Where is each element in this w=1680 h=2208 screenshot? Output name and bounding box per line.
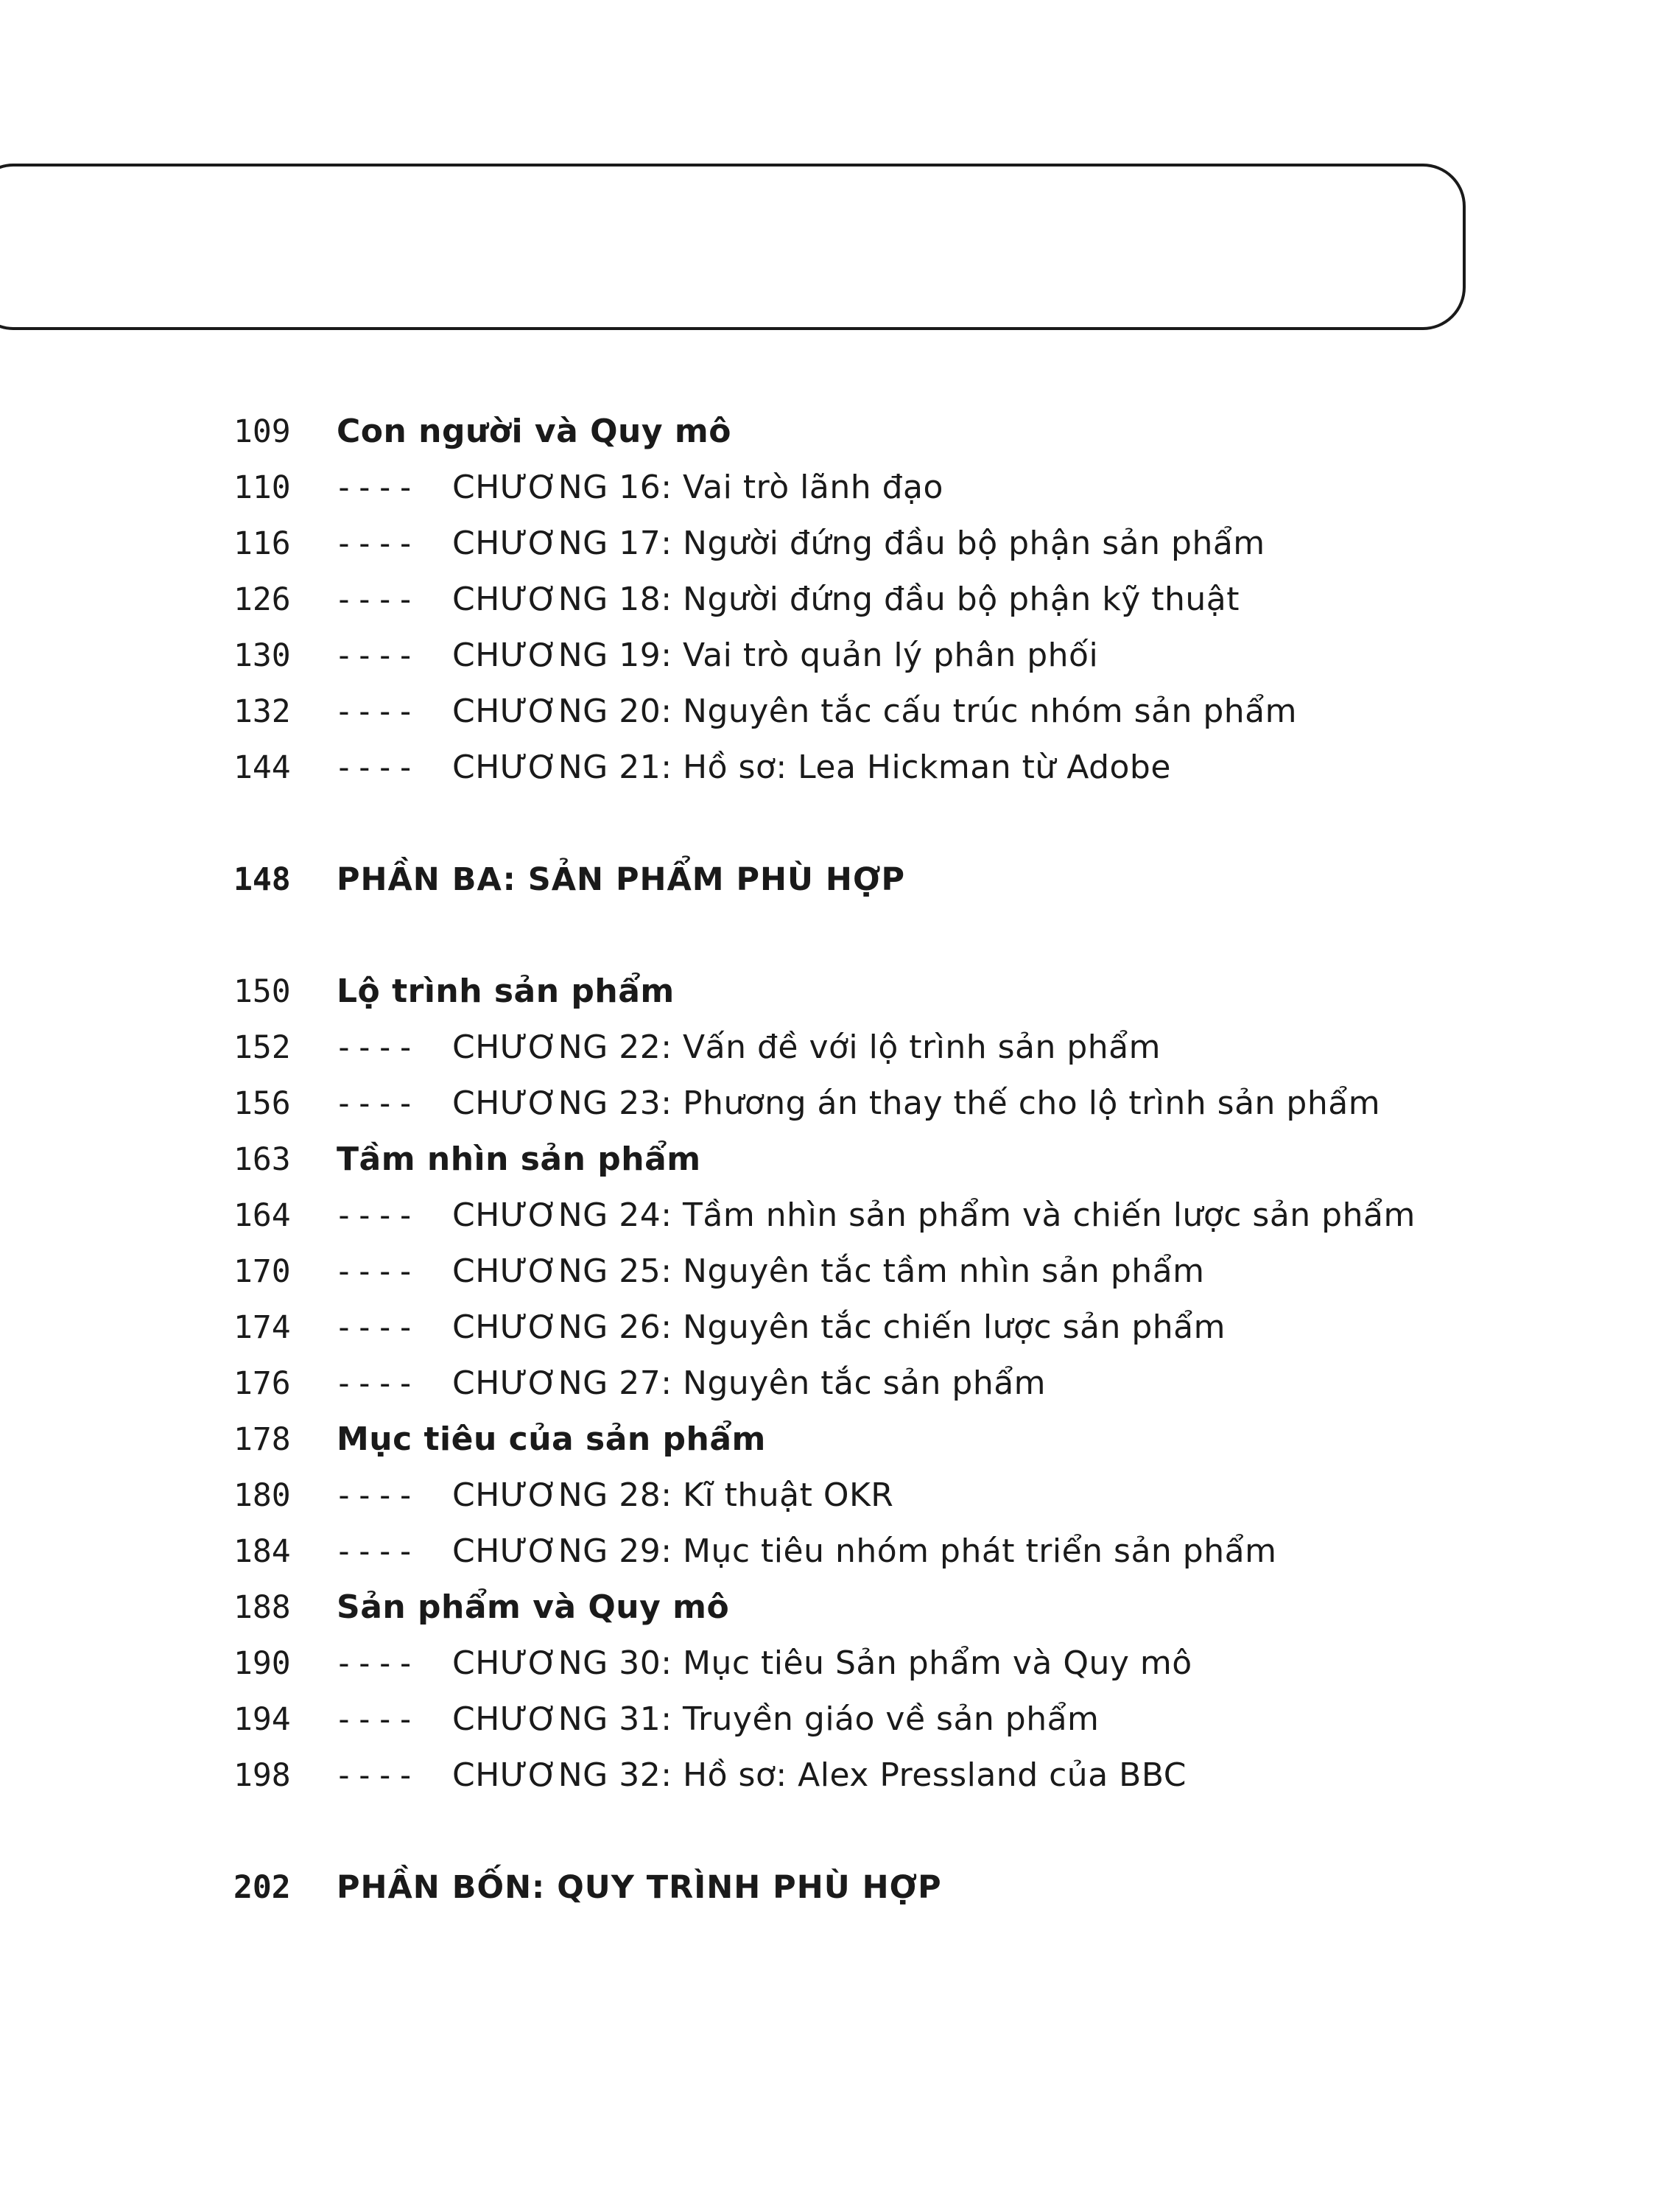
leader-dashes: ---- bbox=[334, 469, 417, 506]
page-number: 178 bbox=[233, 1421, 291, 1458]
chapter-title: CHƯƠNG 23: Phương án thay thế cho lộ trình sản phẩm bbox=[452, 1084, 1381, 1122]
page-number: 176 bbox=[233, 1365, 291, 1402]
page-number: 164 bbox=[233, 1197, 291, 1234]
page-number: 163 bbox=[233, 1141, 291, 1178]
leader-dashes: ---- bbox=[334, 1029, 417, 1066]
toc-chapter-row[interactable] bbox=[233, 516, 1633, 572]
section-title: Tầm nhìn sản phẩm bbox=[337, 1140, 701, 1178]
page-number: 174 bbox=[233, 1309, 291, 1346]
toc-chapter-row[interactable] bbox=[233, 1300, 1633, 1356]
chapter-title: CHƯƠNG 18: Người đứng đầu bộ phận kỹ thuật bbox=[452, 581, 1240, 618]
page-number: 110 bbox=[233, 469, 291, 506]
chapter-title: CHƯƠNG 29: Mục tiêu nhóm phát triển sản phẩm bbox=[452, 1532, 1277, 1570]
toc-chapter-row[interactable] bbox=[233, 1468, 1633, 1524]
page-number: 150 bbox=[233, 973, 291, 1010]
page-number: 116 bbox=[233, 525, 291, 562]
chapter-title: CHƯƠNG 21: Hồ sơ: Lea Hickman từ Adobe bbox=[452, 749, 1171, 786]
chapter-title: CHƯƠNG 19: Vai trò quản lý phân phối bbox=[452, 637, 1099, 674]
toc-section-row[interactable] bbox=[233, 964, 1633, 1020]
leader-dashes: ---- bbox=[334, 637, 417, 674]
section-title: Sản phẩm và Quy mô bbox=[337, 1588, 730, 1626]
page-number: 198 bbox=[233, 1757, 291, 1794]
chapter-title: CHƯƠNG 24: Tầm nhìn sản phẩm và chiến lược sản phẩm bbox=[452, 1196, 1416, 1234]
page-number: 194 bbox=[233, 1701, 291, 1738]
leader-dashes: ---- bbox=[334, 1645, 417, 1682]
page-number: 109 bbox=[233, 413, 291, 450]
toc-section-row[interactable] bbox=[233, 1412, 1633, 1468]
chapter-title: CHƯƠNG 26: Nguyên tắc chiến lược sản phẩm bbox=[452, 1308, 1226, 1346]
toc-chapter-row[interactable] bbox=[233, 460, 1633, 516]
toc-chapter-row[interactable] bbox=[233, 628, 1633, 684]
toc-chapter-row[interactable] bbox=[233, 572, 1633, 628]
leader-dashes: ---- bbox=[334, 1085, 417, 1122]
part-title: PHẦN BA: SẢN PHẨM PHÙ HỢP bbox=[337, 861, 905, 898]
page-number: 126 bbox=[233, 581, 291, 618]
toc-section-row[interactable] bbox=[233, 1580, 1633, 1636]
section-title: Con người và Quy mô bbox=[337, 413, 731, 450]
table-of-contents bbox=[233, 404, 1633, 1916]
page-number: 188 bbox=[233, 1589, 291, 1626]
chapter-title: CHƯƠNG 30: Mục tiêu Sản phẩm và Quy mô bbox=[452, 1644, 1192, 1682]
toc-chapter-row[interactable] bbox=[233, 1356, 1633, 1412]
section-title: Mục tiêu của sản phẩm bbox=[337, 1420, 766, 1458]
part-title: PHẦN BỐN: QUY TRÌNH PHÙ HỢP bbox=[337, 1869, 942, 1906]
chapter-title: CHƯƠNG 32: Hồ sơ: Alex Pressland của BBC bbox=[452, 1756, 1187, 1794]
page-number: 190 bbox=[233, 1645, 291, 1682]
toc-chapter-row[interactable] bbox=[233, 1020, 1633, 1076]
leader-dashes: ---- bbox=[334, 1365, 417, 1402]
leader-dashes: ---- bbox=[334, 1253, 417, 1290]
toc-chapter-row[interactable] bbox=[233, 684, 1633, 740]
page-number: 152 bbox=[233, 1029, 291, 1066]
leader-dashes: ---- bbox=[334, 525, 417, 562]
page-number: 202 bbox=[233, 1869, 291, 1906]
chapter-title: CHƯƠNG 28: Kĩ thuật OKR bbox=[452, 1476, 894, 1514]
toc-chapter-row[interactable] bbox=[233, 1244, 1633, 1300]
toc-part-row[interactable] bbox=[233, 852, 1633, 908]
leader-dashes: ---- bbox=[334, 1309, 417, 1346]
chapter-title: CHƯƠNG 25: Nguyên tắc tầm nhìn sản phẩm bbox=[452, 1252, 1205, 1290]
leader-dashes: ---- bbox=[334, 693, 417, 730]
spacer bbox=[233, 796, 1633, 852]
spacer bbox=[233, 908, 1633, 964]
toc-chapter-row[interactable] bbox=[233, 1524, 1633, 1580]
toc-chapter-row[interactable] bbox=[233, 740, 1633, 796]
section-title: Lộ trình sản phẩm bbox=[337, 972, 675, 1010]
chapter-title: CHƯƠNG 27: Nguyên tắc sản phẩm bbox=[452, 1364, 1047, 1402]
leader-dashes: ---- bbox=[334, 1757, 417, 1794]
header-frame bbox=[0, 164, 1466, 330]
leader-dashes: ---- bbox=[334, 1533, 417, 1570]
chapter-title: CHƯƠNG 17: Người đứng đầu bộ phận sản phẩm bbox=[452, 525, 1265, 562]
spacer bbox=[233, 1804, 1633, 1860]
toc-section-row[interactable] bbox=[233, 404, 1633, 460]
toc-part-row[interactable] bbox=[233, 1860, 1633, 1916]
page-number: 184 bbox=[233, 1533, 291, 1570]
toc-chapter-row[interactable] bbox=[233, 1636, 1633, 1692]
page-number: 180 bbox=[233, 1477, 291, 1514]
chapter-title: CHƯƠNG 16: Vai trò lãnh đạo bbox=[452, 469, 943, 506]
page-number: 130 bbox=[233, 637, 291, 674]
leader-dashes: ---- bbox=[334, 749, 417, 786]
leader-dashes: ---- bbox=[334, 1197, 417, 1234]
toc-section-row[interactable] bbox=[233, 1132, 1633, 1188]
toc-chapter-row[interactable] bbox=[233, 1692, 1633, 1748]
leader-dashes: ---- bbox=[334, 1701, 417, 1738]
toc-chapter-row[interactable] bbox=[233, 1188, 1633, 1244]
leader-dashes: ---- bbox=[334, 1477, 417, 1514]
toc-chapter-row[interactable] bbox=[233, 1748, 1633, 1804]
leader-dashes: ---- bbox=[334, 581, 417, 618]
page-number: 132 bbox=[233, 693, 291, 730]
page-number: 156 bbox=[233, 1085, 291, 1122]
page-number: 144 bbox=[233, 749, 291, 786]
chapter-title: CHƯƠNG 20: Nguyên tắc cấu trúc nhóm sản phẩm bbox=[452, 693, 1298, 730]
chapter-title: CHƯƠNG 31: Truyền giáo về sản phẩm bbox=[452, 1700, 1100, 1738]
chapter-title: CHƯƠNG 22: Vấn đề với lộ trình sản phẩm bbox=[452, 1028, 1161, 1066]
page-number: 148 bbox=[233, 861, 291, 898]
page-number: 170 bbox=[233, 1253, 291, 1290]
toc-chapter-row[interactable] bbox=[233, 1076, 1633, 1132]
